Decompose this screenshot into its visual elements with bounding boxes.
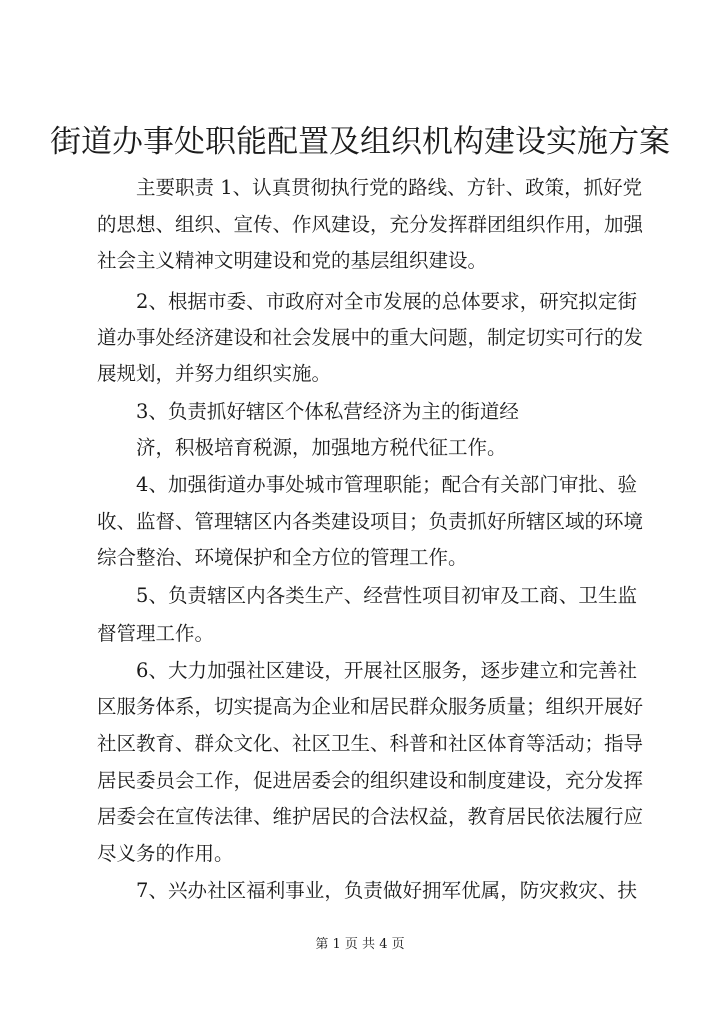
body-line: 3、负责抓好辖区个体私营经济为主的街道经 — [136, 400, 519, 423]
body-line: 6、大力加强社区建设，开展社区服务，逐步建立和完善社 — [136, 659, 637, 682]
body-line: 收、监督、管理辖区内各类建设项目；负责抓好所辖区域的环境 — [97, 510, 644, 533]
body-line: 主要职责 1、认真贯彻执行党的路线、方针、政策，抓好党 — [136, 176, 643, 199]
body-line: 居委会在宣传法律、维护居民的合法权益，教育居民依法履行应 — [97, 805, 644, 828]
body-line: 社会主义精神文明建设和党的基层组织建设。 — [97, 249, 488, 272]
body-line: 4、加强街道办事处城市管理职能；配合有关部门审批、验 — [136, 473, 637, 496]
body-line: 5、负责辖区内各类生产、经营性项目初审及工商、卫生监 — [136, 584, 637, 607]
document-title: 街道办事处职能配置及组织机构建设实施方案 — [50, 124, 670, 160]
page-footer: 第 1 页 共 4 页 — [315, 937, 405, 952]
body-line: 济，积极培育税源，加强地方税代征工作。 — [136, 436, 507, 459]
body-line: 居民委员会工作，促进居委会的组织建设和制度建设，充分发挥 — [97, 769, 644, 792]
body-line: 道办事处经济建设和社会发展中的重大问题，制定切实可行的发 — [97, 326, 644, 349]
body-line: 社区教育、群众文化、社区卫生、科普和社区体育等活动；指导 — [97, 732, 644, 755]
body-line: 尽义务的作用。 — [97, 842, 234, 865]
body-line: 2、根据市委、市政府对全市发展的总体要求，研究拟定街 — [136, 290, 637, 313]
body-line: 综合整治、环境保护和全方位的管理工作。 — [97, 546, 468, 569]
body-line: 督管理工作。 — [97, 622, 215, 645]
body-line: 展规划，并努力组织实施。 — [97, 362, 332, 385]
body-line: 的思想、组织、宣传、作风建设，充分发挥群团组织作用，加强 — [97, 213, 644, 236]
body-line: 区服务体系，切实提高为企业和居民群众服务质量；组织开展好 — [97, 695, 644, 718]
body-line: 7、兴办社区福利事业，负责做好拥军优属，防灾救灾、扶 — [136, 879, 637, 902]
